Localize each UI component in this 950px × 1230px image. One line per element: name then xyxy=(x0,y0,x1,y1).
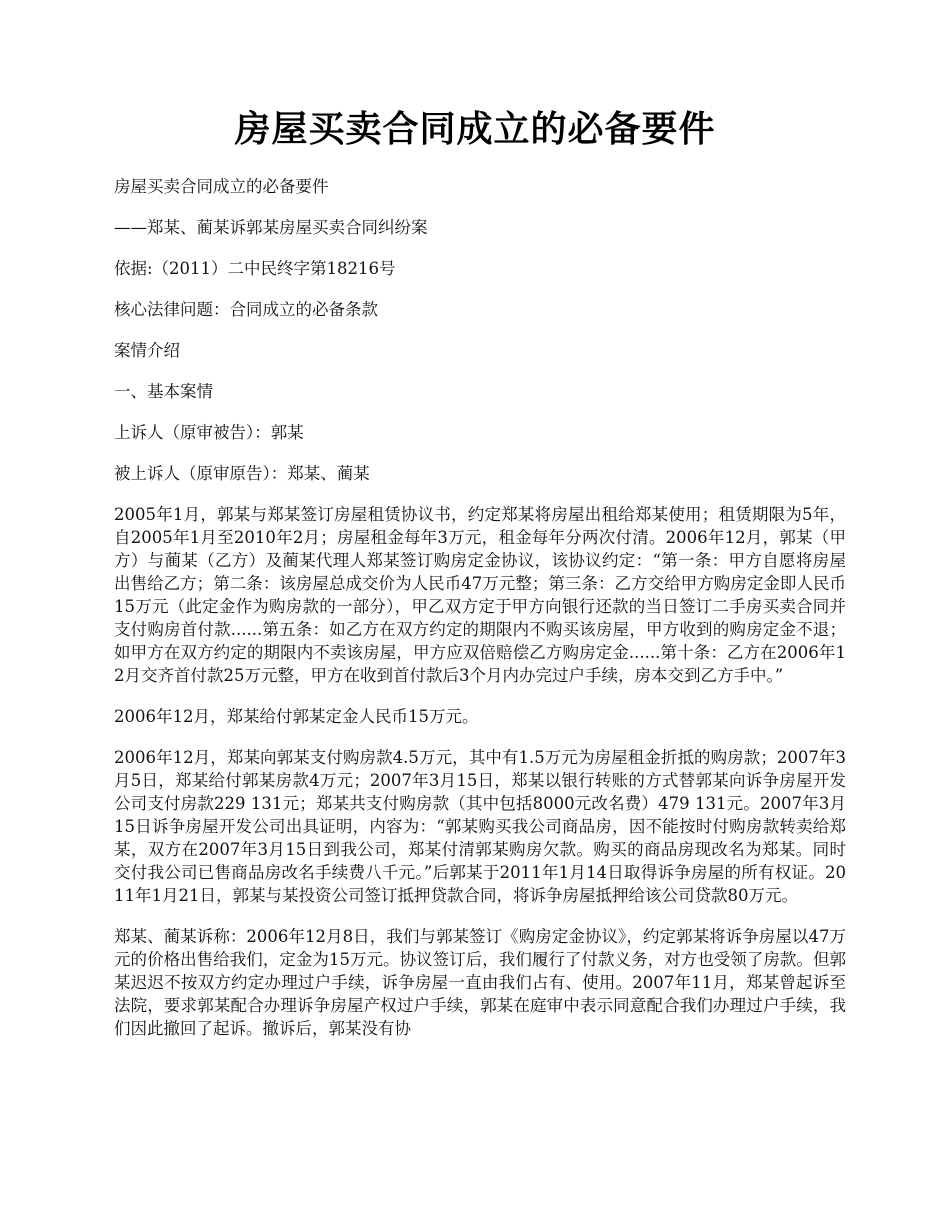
section-heading-basic-facts: 一、基本案情 xyxy=(114,382,213,402)
paragraph-subtitle: 房屋买卖合同成立的必备要件 xyxy=(114,177,329,197)
section-heading-case-intro: 案情介绍 xyxy=(114,341,180,361)
paragraph-case-name: ——郑某、蔺某诉郭某房屋买卖合同纠纷案 xyxy=(114,218,428,238)
paragraph-appellee: 被上诉人（原审原告）：郑某、蔺某 xyxy=(114,464,370,484)
paragraph-appellant: 上诉人（原审被告）：郭某 xyxy=(114,423,304,443)
paragraph-facts-lease-and-deposit: 2005年1月，郭某与郑某签订房屋租赁协议书，约定郑某将房屋出租给郑某使用；租赁期限为5年，自2005年1月至2010年2月；房屋租金每年3万元，租金每年分两次付清。2006年12月，郭某（甲方）与蔺某（乙方）及蔺某代理人郑某签订购房定金协议，该协议约定：“第一条：甲方自愿将房屋出售给乙方；第二条：该房屋总成交价为人民币47万元整；第三条：乙方交给甲方购房定金即人民币15万元（此定金作为购房款的一部分），甲乙双方定于甲方向银行还款的当日签订二手房买卖合同并支付购房首付款......第五条：如乙方在双方约定的期限内不购买该房屋，甲方收到的购房定金不退；如甲方在双方约定的期限内不卖该房屋，甲方应双倍赔偿乙方购房定金......第十条：乙方在2006年12月交齐首付款25万元整，甲方在收到首付款后3个月内办完过户手续，房本交到乙方手中。” xyxy=(114,505,846,686)
document-title: 房屋买卖合同成立的必备要件 xyxy=(234,108,716,150)
paragraph-core-issue: 核心法律问题：合同成立的必备条款 xyxy=(114,300,378,320)
paragraph-facts-deposit-payment: 2006年12月，郑某给付郭某定金人民币15万元。 xyxy=(114,707,479,727)
paragraph-facts-purchase-payments: 2006年12月，郑某向郭某支付购房款4.5万元，其中有1.5万元为房屋租金折抵的购房款；2007年3月5日，郑某给付郭某房款4万元；2007年3月15日，郑某以银行转账的方式替郭某向诉争房屋开发公司支付房款229 131元；郑某共支付购房款（其中包括8000元改名费）479 131元。2007年3月15日诉争房屋开发公司出具证明，内容为：“郭某购买我公司商品房，因不能按时付购房款转卖给郑某，双方在2007年3月15日到我公司，郑某付清郭某购房欠款。购买的商品房现改名为郑某。同时交付我公司已售商品房改名手续费八千元。”后郭某于2011年1月14日取得诉争房屋的所有权证。2011年1月21日，郭某与某投资公司签订抵押贷款合同，将诉争房屋抵押给该公司贷款80万元。 xyxy=(114,748,846,906)
paragraph-plaintiff-claims: 郑某、蔺某诉称：2006年12月8日，我们与郭某签订《购房定金协议》，约定郭某将诉争房屋以47万元的价格出售给我们，定金为15万元。协议签订后，我们履行了付款义务，对方也受领了房款。但郭某迟迟不按双方约定办理过户手续，诉争房屋一直由我们占有、使用。2007年11月，郑某曾起诉至法院，要求郭某配合办理诉争房屋产权过户手续，郭某在庭审中表示同意配合我们办理过户手续，我们因此撤回了起诉。撤诉后，郭某没有协 xyxy=(114,927,846,1039)
paragraph-basis: 依据:（2011）二中民终字第18216号 xyxy=(114,259,396,279)
document-body xyxy=(114,175,846,1040)
